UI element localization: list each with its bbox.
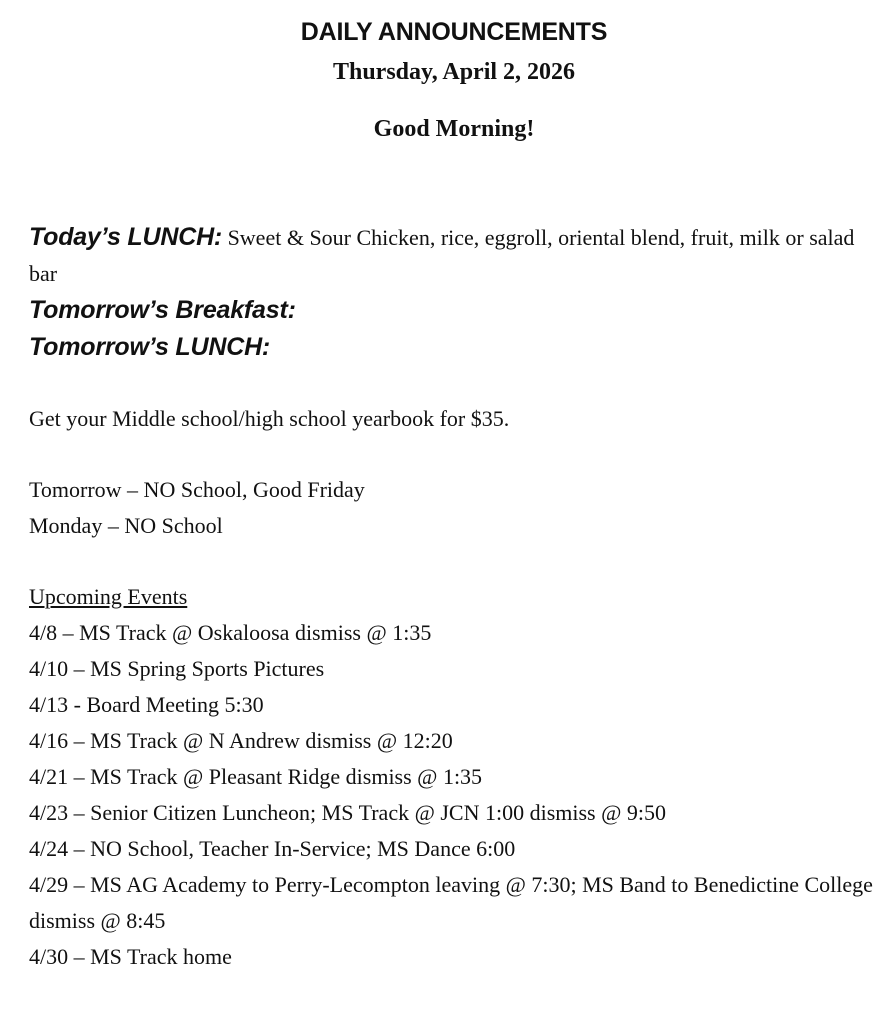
closure-item: Tomorrow – NO School, Good Friday <box>29 477 365 502</box>
event-item: 4/23 – Senior Citizen Luncheon; MS Track @ JCN 1:00 dismiss @ 9:50 <box>29 800 666 825</box>
event-item: 4/8 – MS Track @ Oskaloosa dismiss @ 1:35 <box>29 620 432 645</box>
yearbook-notice: Get your Middle school/high school yearbook for $35. <box>29 406 510 431</box>
events-section <box>29 579 879 975</box>
event-item: 4/29 – MS AG Academy to Perry-Lecompton leaving @ 7:30; MS Band to Benedictine College dismiss @ 8:45 <box>29 872 873 933</box>
closures-section <box>29 472 879 544</box>
event-item: 4/21 – MS Track @ Pleasant Ridge dismiss @ 1:35 <box>29 764 483 789</box>
closure-item: Monday – NO School <box>29 513 223 538</box>
event-item: 4/10 – MS Spring Sports Pictures <box>29 656 325 681</box>
announcement-document <box>29 14 879 975</box>
tomorrow-breakfast <box>29 292 879 329</box>
events-heading: Upcoming Events <box>29 584 188 609</box>
greeting: Good Morning! <box>373 116 535 142</box>
today-lunch-label: Today’s LUNCH: <box>29 223 223 251</box>
event-item: 4/30 – MS Track home <box>29 944 232 969</box>
tomorrow-lunch <box>29 329 879 366</box>
today-lunch-text: Sweet & Sour Chicken, rice, eggroll, oriental blend, fruit, milk or salad bar <box>29 225 855 286</box>
tomorrow-breakfast-label: Tomorrow’s Breakfast: <box>29 296 296 324</box>
page-title: DAILY ANNOUNCEMENTS <box>300 18 608 46</box>
tomorrow-lunch-label: Tomorrow’s LUNCH: <box>29 333 271 361</box>
event-item: 4/24 – NO School, Teacher In-Service; MS Dance 6:00 <box>29 836 516 861</box>
event-item: 4/13 - Board Meeting 5:30 <box>29 692 264 717</box>
menu-section <box>29 219 879 366</box>
announcement-date: Thursday, April 2, 2026 <box>332 59 576 85</box>
today-lunch <box>29 219 879 292</box>
event-item: 4/16 – MS Track @ N Andrew dismiss @ 12:20 <box>29 728 453 753</box>
